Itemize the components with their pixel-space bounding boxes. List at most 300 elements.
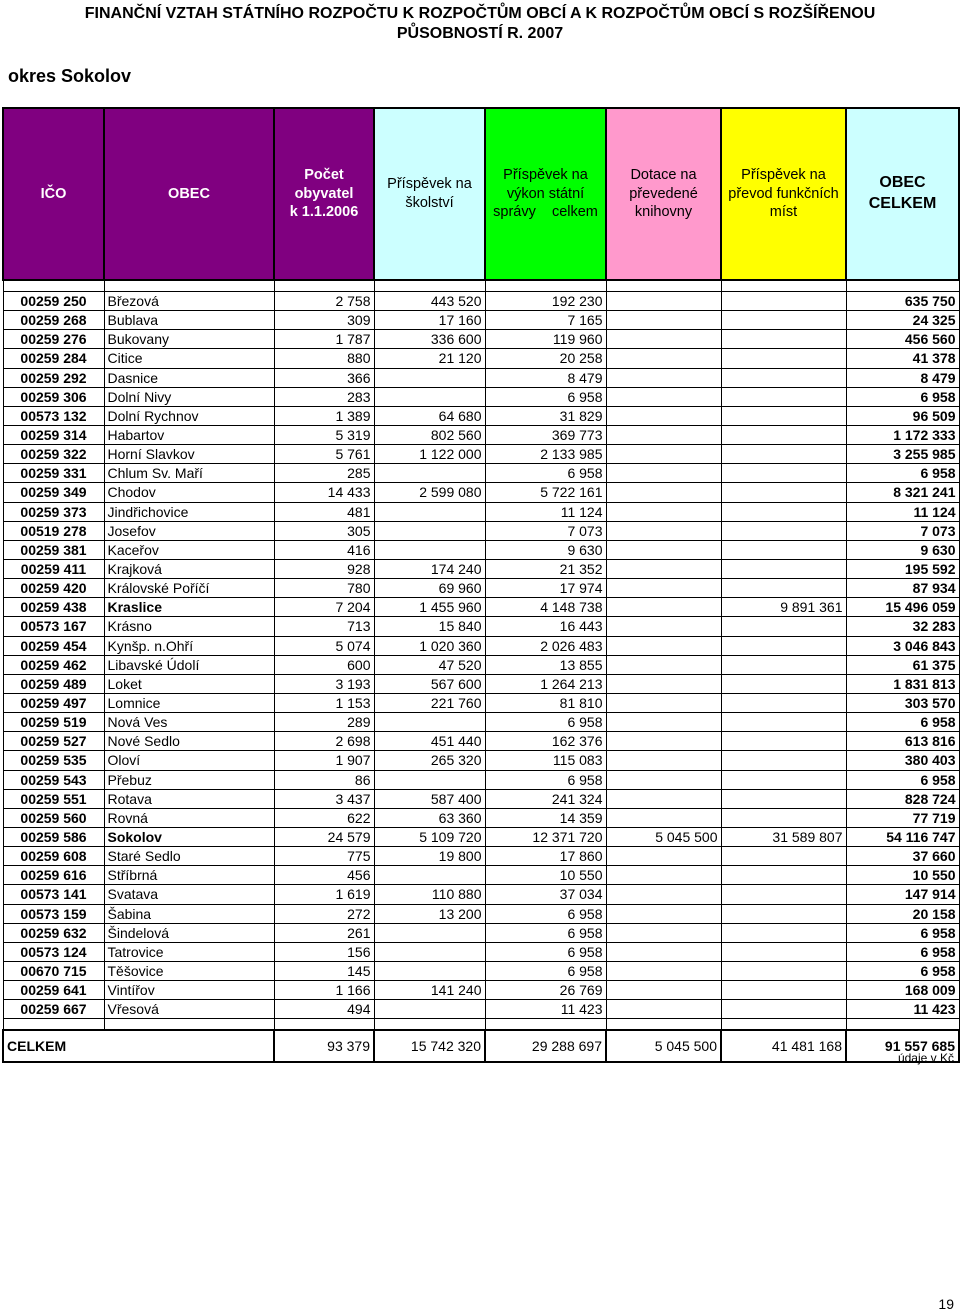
cell-skolstvi: 17 160 <box>374 311 485 330</box>
cell-ico: 00573 124 <box>3 942 104 961</box>
cell-obec: Bublava <box>104 311 274 330</box>
cell-obec: Horní Slavkov <box>104 445 274 464</box>
cell-pocet: 456 <box>274 866 374 885</box>
cell-dotace <box>606 713 721 732</box>
cell-vykon: 119 960 <box>485 330 606 349</box>
cell-obec: Krajková <box>104 559 274 578</box>
cell-ico: 00259 551 <box>3 789 104 808</box>
cell-prevod <box>721 961 846 980</box>
cell-skolstvi: 221 760 <box>374 693 485 712</box>
cell-dotace <box>606 483 721 502</box>
cell-celkem: 147 914 <box>846 885 959 904</box>
cell-skolstvi: 265 320 <box>374 751 485 770</box>
table-row <box>3 311 959 330</box>
cell-ico: 00259 543 <box>3 770 104 789</box>
cell-celkem: 195 592 <box>846 559 959 578</box>
table-row <box>3 445 959 464</box>
cell-vykon: 6 958 <box>485 961 606 980</box>
cell-obec: Vřesová <box>104 1000 274 1019</box>
cell-dotace <box>606 579 721 598</box>
cell-dotace <box>606 502 721 521</box>
cell-celkem: 32 283 <box>846 617 959 636</box>
table-row <box>3 923 959 942</box>
cell-skolstvi <box>374 713 485 732</box>
cell-dotace <box>606 425 721 444</box>
cell-ico: 00259 420 <box>3 579 104 598</box>
cell-celkem: 77 719 <box>846 808 959 827</box>
cell-pocet: 5 319 <box>274 425 374 444</box>
cell-pocet: 713 <box>274 617 374 636</box>
cell-celkem: 54 116 747 <box>846 827 959 846</box>
cell-dotace <box>606 368 721 387</box>
cell-celkem: 6 958 <box>846 387 959 406</box>
cell-obec: Jindřichovice <box>104 502 274 521</box>
cell-dotace <box>606 636 721 655</box>
cell-pocet: 285 <box>274 464 374 483</box>
cell-prevod <box>721 808 846 827</box>
cell-vykon: 11 423 <box>485 1000 606 1019</box>
cell-skolstvi <box>374 387 485 406</box>
cell-prevod <box>721 502 846 521</box>
cell-celkem: 20 158 <box>846 904 959 923</box>
cell-celkem: 96 509 <box>846 406 959 425</box>
cell-prevod <box>721 483 846 502</box>
cell-celkem: 9 630 <box>846 540 959 559</box>
cell-vykon: 31 829 <box>485 406 606 425</box>
cell-celkem: 303 570 <box>846 693 959 712</box>
cell-skolstvi: 174 240 <box>374 559 485 578</box>
cell-prevod <box>721 942 846 961</box>
cell-pocet: 1 907 <box>274 751 374 770</box>
table-row <box>3 559 959 578</box>
cell-prevod <box>721 770 846 789</box>
cell-vykon: 37 034 <box>485 885 606 904</box>
cell-vykon: 1 264 213 <box>485 674 606 693</box>
table-row <box>3 521 959 540</box>
cell-pocet: 283 <box>274 387 374 406</box>
table-row <box>3 847 959 866</box>
cell-obec: Tatrovice <box>104 942 274 961</box>
cell-skolstvi: 336 600 <box>374 330 485 349</box>
table-row <box>3 713 959 732</box>
cell-dotace <box>606 1000 721 1019</box>
cell-vykon: 2 133 985 <box>485 445 606 464</box>
cell-ico: 00573 132 <box>3 406 104 425</box>
cell-skolstvi <box>374 923 485 942</box>
cell-pocet: 2 758 <box>274 292 374 311</box>
cell-dotace <box>606 559 721 578</box>
cell-obec: Dolní Rychnov <box>104 406 274 425</box>
cell-dotace <box>606 942 721 961</box>
cell-pocet: 289 <box>274 713 374 732</box>
cell-vykon: 26 769 <box>485 981 606 1000</box>
cell-ico: 00573 141 <box>3 885 104 904</box>
table-row <box>3 866 959 885</box>
cell-ico: 00259 489 <box>3 674 104 693</box>
cell-ico: 00259 373 <box>3 502 104 521</box>
cell-obec: Oloví <box>104 751 274 770</box>
cell-celkem: 7 073 <box>846 521 959 540</box>
table-row <box>3 961 959 980</box>
cell-prevod <box>721 349 846 368</box>
total-prevod: 41 481 168 <box>721 1030 846 1062</box>
table-row <box>3 636 959 655</box>
table-row <box>3 655 959 674</box>
cell-vykon: 10 550 <box>485 866 606 885</box>
cell-ico: 00259 641 <box>3 981 104 1000</box>
cell-vykon: 17 860 <box>485 847 606 866</box>
cell-vykon: 6 958 <box>485 713 606 732</box>
cell-pocet: 7 204 <box>274 598 374 617</box>
cell-prevod <box>721 885 846 904</box>
cell-dotace <box>606 961 721 980</box>
cell-ico: 00259 292 <box>3 368 104 387</box>
cell-ico: 00259 519 <box>3 713 104 732</box>
cell-obec: Habartov <box>104 425 274 444</box>
cell-pocet: 1 389 <box>274 406 374 425</box>
cell-prevod <box>721 674 846 693</box>
cell-prevod <box>721 425 846 444</box>
cell-obec: Nové Sedlo <box>104 732 274 751</box>
cell-celkem: 8 479 <box>846 368 959 387</box>
cell-obec: Chodov <box>104 483 274 502</box>
cell-celkem: 456 560 <box>846 330 959 349</box>
cell-vykon: 6 958 <box>485 770 606 789</box>
cell-celkem: 61 375 <box>846 655 959 674</box>
cell-obec: Bukovany <box>104 330 274 349</box>
cell-celkem: 1 831 813 <box>846 674 959 693</box>
cell-prevod <box>721 521 846 540</box>
table-header <box>3 108 959 280</box>
cell-pocet: 14 433 <box>274 483 374 502</box>
table-row <box>3 349 959 368</box>
header-dotace-knihovny: Dotace na převedené knihovny <box>606 108 721 280</box>
cell-prevod <box>721 713 846 732</box>
cell-pocet: 481 <box>274 502 374 521</box>
cell-celkem: 3 255 985 <box>846 445 959 464</box>
cell-dotace <box>606 847 721 866</box>
table-row <box>3 770 959 789</box>
cell-skolstvi <box>374 521 485 540</box>
table-row <box>3 674 959 693</box>
cell-prevod <box>721 579 846 598</box>
header-prispevek-skolstvi: Příspěvek na školství <box>374 108 485 280</box>
cell-pocet: 5 074 <box>274 636 374 655</box>
cell-skolstvi: 1 455 960 <box>374 598 485 617</box>
cell-vykon: 369 773 <box>485 425 606 444</box>
cell-pocet: 1 619 <box>274 885 374 904</box>
cell-obec: Přebuz <box>104 770 274 789</box>
cell-obec: Šabina <box>104 904 274 923</box>
cell-obec: Libavské Údolí <box>104 655 274 674</box>
cell-vykon: 115 083 <box>485 751 606 770</box>
cell-pocet: 309 <box>274 311 374 330</box>
cell-skolstvi: 587 400 <box>374 789 485 808</box>
total-row <box>3 1030 959 1062</box>
cell-pocet: 600 <box>274 655 374 674</box>
cell-ico: 00259 586 <box>3 827 104 846</box>
cell-celkem: 10 550 <box>846 866 959 885</box>
cell-pocet: 145 <box>274 961 374 980</box>
table-row <box>3 827 959 846</box>
cell-celkem: 87 934 <box>846 579 959 598</box>
cell-prevod <box>721 693 846 712</box>
cell-dotace <box>606 693 721 712</box>
cell-obec: Citice <box>104 349 274 368</box>
cell-skolstvi: 63 360 <box>374 808 485 827</box>
cell-obec: Šindelová <box>104 923 274 942</box>
cell-obec: Krásno <box>104 617 274 636</box>
table-row <box>3 464 959 483</box>
cell-prevod <box>721 751 846 770</box>
cell-vykon: 7 073 <box>485 521 606 540</box>
cell-celkem: 6 958 <box>846 942 959 961</box>
cell-prevod <box>721 847 846 866</box>
cell-celkem: 11 423 <box>846 1000 959 1019</box>
cell-ico: 00259 497 <box>3 693 104 712</box>
cell-pocet: 86 <box>274 770 374 789</box>
cell-ico: 00259 250 <box>3 292 104 311</box>
cell-pocet: 272 <box>274 904 374 923</box>
cell-ico: 00670 715 <box>3 961 104 980</box>
table-row <box>3 904 959 923</box>
cell-vykon: 7 165 <box>485 311 606 330</box>
cell-dotace <box>606 885 721 904</box>
table-row <box>3 693 959 712</box>
table-row <box>3 789 959 808</box>
cell-obec: Rotava <box>104 789 274 808</box>
table-row <box>3 483 959 502</box>
cell-prevod <box>721 406 846 425</box>
cell-celkem: 6 958 <box>846 713 959 732</box>
cell-ico: 00259 284 <box>3 349 104 368</box>
cell-pocet: 780 <box>274 579 374 598</box>
cell-ico: 00259 667 <box>3 1000 104 1019</box>
cell-dotace <box>606 540 721 559</box>
cell-obec: Chlum Sv. Maří <box>104 464 274 483</box>
cell-skolstvi <box>374 540 485 559</box>
cell-vykon: 12 371 720 <box>485 827 606 846</box>
cell-vykon: 81 810 <box>485 693 606 712</box>
document-title-line1: FINANČNÍ VZTAH STÁTNÍHO ROZPOČTU K ROZPOČTŮM OBCÍ A K ROZPOČTŮM OBCÍ S ROZŠÍŘENOU <box>84 5 876 22</box>
cell-prevod <box>721 445 846 464</box>
cell-dotace <box>606 655 721 674</box>
cell-prevod <box>721 789 846 808</box>
cell-dotace <box>606 866 721 885</box>
cell-dotace <box>606 521 721 540</box>
document-title-line2: PŮSOBNOSTÍ R. 2007 <box>396 25 564 42</box>
cell-pocet: 305 <box>274 521 374 540</box>
cell-vykon: 13 855 <box>485 655 606 674</box>
cell-prevod <box>721 559 846 578</box>
cell-skolstvi <box>374 368 485 387</box>
cell-ico: 00573 159 <box>3 904 104 923</box>
cell-pocet: 1 787 <box>274 330 374 349</box>
total-vykon: 29 288 697 <box>485 1030 606 1062</box>
cell-skolstvi: 567 600 <box>374 674 485 693</box>
cell-ico: 00259 331 <box>3 464 104 483</box>
table-row <box>3 502 959 521</box>
cell-obec: Březová <box>104 292 274 311</box>
cell-ico: 00259 276 <box>3 330 104 349</box>
cell-celkem: 380 403 <box>846 751 959 770</box>
cell-dotace <box>606 789 721 808</box>
cell-prevod <box>721 732 846 751</box>
cell-skolstvi: 15 840 <box>374 617 485 636</box>
cell-skolstvi: 1 020 360 <box>374 636 485 655</box>
cell-dotace <box>606 904 721 923</box>
cell-ico: 00259 454 <box>3 636 104 655</box>
table-row <box>3 579 959 598</box>
cell-obec: Rovná <box>104 808 274 827</box>
cell-celkem: 635 750 <box>846 292 959 311</box>
cell-pocet: 24 579 <box>274 827 374 846</box>
table-row <box>3 751 959 770</box>
cell-prevod <box>721 923 846 942</box>
cell-vykon: 4 148 738 <box>485 598 606 617</box>
cell-skolstvi <box>374 866 485 885</box>
cell-celkem: 8 321 241 <box>846 483 959 502</box>
table-row <box>3 981 959 1000</box>
cell-vykon: 192 230 <box>485 292 606 311</box>
cell-skolstvi: 5 109 720 <box>374 827 485 846</box>
cell-celkem: 3 046 843 <box>846 636 959 655</box>
cell-dotace <box>606 387 721 406</box>
cell-ico: 00259 616 <box>3 866 104 885</box>
cell-obec: Kaceřov <box>104 540 274 559</box>
cell-pocet: 775 <box>274 847 374 866</box>
cell-obec: Stříbrná <box>104 866 274 885</box>
cell-skolstvi: 21 120 <box>374 349 485 368</box>
cell-dotace <box>606 311 721 330</box>
cell-dotace: 5 045 500 <box>606 827 721 846</box>
total-dotace: 5 045 500 <box>606 1030 721 1062</box>
cell-skolstvi: 19 800 <box>374 847 485 866</box>
cell-obec: Dolní Nivy <box>104 387 274 406</box>
header-ico: IČO <box>3 108 104 280</box>
cell-skolstvi <box>374 770 485 789</box>
cell-obec: Kynšp. n.Ohří <box>104 636 274 655</box>
cell-prevod <box>721 368 846 387</box>
cell-vykon: 5 722 161 <box>485 483 606 502</box>
cell-obec: Lomnice <box>104 693 274 712</box>
cell-skolstvi <box>374 961 485 980</box>
cell-vykon: 14 359 <box>485 808 606 827</box>
total-label: CELKEM <box>3 1030 274 1062</box>
cell-prevod: 31 589 807 <box>721 827 846 846</box>
cell-skolstvi: 451 440 <box>374 732 485 751</box>
cell-ico: 00259 535 <box>3 751 104 770</box>
header-prispevek-vykon: Příspěvek na výkon státní správy celkem <box>485 108 606 280</box>
cell-skolstvi: 443 520 <box>374 292 485 311</box>
table-row <box>3 808 959 827</box>
cell-vykon: 241 324 <box>485 789 606 808</box>
cell-celkem: 168 009 <box>846 981 959 1000</box>
district-name: okres Sokolov <box>8 66 132 86</box>
cell-dotace <box>606 598 721 617</box>
cell-ico: 00259 462 <box>3 655 104 674</box>
cell-pocet: 261 <box>274 923 374 942</box>
cell-skolstvi: 69 960 <box>374 579 485 598</box>
cell-dotace <box>606 751 721 770</box>
header-obec-celkem: OBEC CELKEM <box>846 108 959 280</box>
cell-obec: Svatava <box>104 885 274 904</box>
cell-dotace <box>606 808 721 827</box>
cell-prevod <box>721 617 846 636</box>
cell-vykon: 6 958 <box>485 387 606 406</box>
table-row <box>3 425 959 444</box>
cell-ico: 00259 632 <box>3 923 104 942</box>
cell-obec: Těšovice <box>104 961 274 980</box>
cell-celkem: 6 958 <box>846 961 959 980</box>
cell-obec: Vintířov <box>104 981 274 1000</box>
cell-skolstvi <box>374 502 485 521</box>
cell-pocet: 880 <box>274 349 374 368</box>
cell-prevod <box>721 981 846 1000</box>
cell-vykon: 11 124 <box>485 502 606 521</box>
cell-celkem: 828 724 <box>846 789 959 808</box>
cell-prevod <box>721 636 846 655</box>
cell-dotace <box>606 770 721 789</box>
table-body <box>3 292 959 1019</box>
cell-vykon: 8 479 <box>485 368 606 387</box>
cell-ico: 00259 608 <box>3 847 104 866</box>
table-row <box>3 617 959 636</box>
cell-obec: Dasnice <box>104 368 274 387</box>
cell-skolstvi: 110 880 <box>374 885 485 904</box>
cell-prevod <box>721 540 846 559</box>
cell-pocet: 622 <box>274 808 374 827</box>
cell-skolstvi <box>374 464 485 483</box>
cell-prevod <box>721 866 846 885</box>
cell-skolstvi: 802 560 <box>374 425 485 444</box>
cell-prevod <box>721 655 846 674</box>
cell-dotace <box>606 445 721 464</box>
cell-ico: 00259 306 <box>3 387 104 406</box>
cell-celkem: 24 325 <box>846 311 959 330</box>
cell-dotace <box>606 617 721 636</box>
cell-vykon: 162 376 <box>485 732 606 751</box>
cell-ico: 00259 381 <box>3 540 104 559</box>
table-row <box>3 598 959 617</box>
cell-pocet: 3 437 <box>274 789 374 808</box>
cell-celkem: 6 958 <box>846 923 959 942</box>
cell-vykon: 6 958 <box>485 942 606 961</box>
cell-skolstvi: 141 240 <box>374 981 485 1000</box>
cell-dotace <box>606 349 721 368</box>
header-prevod-mist: Příspěvek na převod funkčních míst <box>721 108 846 280</box>
cell-vykon: 6 958 <box>485 923 606 942</box>
cell-pocet: 1 153 <box>274 693 374 712</box>
cell-vykon: 6 958 <box>485 464 606 483</box>
table-row <box>3 330 959 349</box>
table-row <box>3 942 959 961</box>
cell-dotace <box>606 464 721 483</box>
cell-ico: 00259 560 <box>3 808 104 827</box>
cell-ico: 00259 268 <box>3 311 104 330</box>
cell-celkem: 11 124 <box>846 502 959 521</box>
cell-pocet: 2 698 <box>274 732 374 751</box>
cell-celkem: 15 496 059 <box>846 598 959 617</box>
cell-celkem: 1 172 333 <box>846 425 959 444</box>
cell-vykon: 20 258 <box>485 349 606 368</box>
table-row <box>3 292 959 311</box>
unit-note: údaje v Kč <box>897 1051 954 1065</box>
table-row <box>3 368 959 387</box>
cell-vykon: 17 974 <box>485 579 606 598</box>
cell-skolstvi: 13 200 <box>374 904 485 923</box>
cell-ico: 00259 349 <box>3 483 104 502</box>
